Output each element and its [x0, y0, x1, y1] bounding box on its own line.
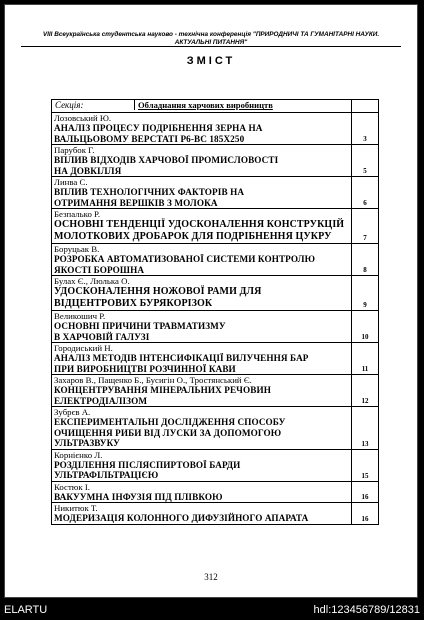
handle-link[interactable]: hdl:123456789/12831	[313, 604, 420, 616]
entry-title-line: МОДЕРИЗАЦІЯ КОЛОННОГО ДИФУЗІЙНОГО АПАРАТА	[54, 513, 309, 523]
entry-page-number: 6	[352, 177, 379, 209]
page-title: ЗМІСТ	[186, 55, 236, 67]
entry-title-line: ЯКОСТІ БОРОШНА	[54, 264, 145, 275]
entry-page-number: 11	[352, 343, 379, 375]
entry-text-cell	[52, 209, 352, 244]
section-value: Обладнання харчових виробництв	[138, 100, 273, 110]
entry-text-cell	[52, 375, 352, 407]
entry-title-line: УЛЬТРАЗВУКУ	[54, 438, 121, 448]
header-rule	[21, 46, 401, 47]
entry-authors: Костюк І.	[54, 481, 90, 492]
toc-entry	[52, 209, 379, 244]
entry-text-cell	[52, 276, 352, 311]
repository-name: ELARTU	[4, 604, 48, 616]
entry-title-line: В ХАРЧОВІЙ ГАЛУЗІ	[54, 331, 150, 342]
entry-title-line: ЕЛЕКТРОДІАЛІЗОМ	[54, 395, 148, 406]
entry-page-number: 16	[352, 503, 379, 525]
entry-title-line: НА ДОВКІЛЛЯ	[54, 165, 122, 176]
entry-title-line: ЕКСПЕРИМЕНТАЛЬНІ ДОСЛІДЖЕННЯ СПОСОБУ	[54, 417, 286, 427]
entry-title-line: ОТРИМАННЯ ВЕРШКІВ З МОЛОКА	[54, 197, 218, 208]
entry-authors: Линва С.	[54, 177, 88, 187]
entry-title-line: КОНЦЕНТРУВАННЯ МІНЕРАЛЬНИХ РЕЧОВИН	[54, 385, 271, 395]
toc-entry	[52, 375, 379, 407]
toc-entry	[52, 407, 379, 450]
entry-title-line: УЛЬТРАФІЛЬТРАЦІЄЮ	[54, 470, 159, 480]
entry-title-line: ВПЛИВ ВІДХОДІВ ХАРЧОВОЇ ПРОМИСЛОВОСТІ	[54, 155, 279, 165]
toc-entry	[52, 343, 379, 375]
entry-title-line: МОЛОТКОВИХ ДРОБАРОК ДЛЯ ПОДРІБНЕННЯ ЦУКРУ	[54, 231, 332, 242]
entry-authors: Великошич Р.	[54, 311, 106, 321]
toc-entry	[52, 244, 379, 276]
entry-authors: Лозовський Ю.	[54, 113, 112, 123]
entry-text-cell	[52, 449, 352, 481]
section-label: Секція:	[52, 100, 135, 110]
section-cell	[52, 100, 352, 113]
page-number: 312	[204, 572, 218, 582]
entry-authors: Захаров В., Пащенко Б., Бусигін О., Тростянський Є.	[54, 375, 252, 385]
entry-title-line: ВАЛЬЦЬОВОМУ ВЕРСТАТІ Р6-ВС 185X250	[54, 133, 245, 144]
entry-text-cell	[52, 145, 352, 177]
entry-page-number: 5	[352, 145, 379, 177]
entry-page-number: 3	[352, 113, 379, 145]
toc-entry	[52, 113, 379, 145]
entry-authors: Никитюк Т.	[54, 503, 98, 513]
entry-text-cell	[52, 311, 352, 343]
document-page	[4, 4, 418, 598]
toc-entry	[52, 311, 379, 343]
entry-page-number: 12	[352, 375, 379, 407]
footer-bar	[0, 600, 424, 620]
entry-text-cell	[52, 177, 352, 209]
entry-title-line: ОСНОВНІ ТЕНДЕНЦІЇ УДОСКОНАЛЕННЯ КОНСТРУКЦІЙ	[54, 219, 345, 230]
entry-page-number: 9	[352, 276, 379, 311]
entry-page-number: 8	[352, 244, 379, 276]
entry-page-number: 10	[352, 311, 379, 343]
entry-page-number: 13	[352, 407, 379, 450]
entry-title-line: РОЗДІЛЕННЯ ПІСЛЯСПИРТОВОЇ БАРДИ	[54, 459, 241, 470]
entry-title-line: ПРИ ВИРОБНИЦТВІ РОЗЧИННОЇ КАВИ	[54, 363, 236, 374]
toc-entry	[52, 177, 379, 209]
section-row	[52, 100, 379, 113]
header-line-1: VIII Всеукраїнська студентська науково - технічна конференція "ПРИРОДНИЧІ ТА ГУМАНІТАРНІ НАУКИ.	[42, 31, 380, 38]
toc-entry	[52, 449, 379, 481]
entry-title-line: ВАКУУМНА ІНФУЗІЯ ПІД ПЛІВКОЮ	[54, 491, 223, 502]
toc-entry	[52, 145, 379, 177]
entry-text-cell	[52, 481, 352, 503]
entry-authors: Булах Є., Люлька О.	[54, 276, 130, 286]
conference-header	[19, 31, 403, 46]
entry-text-cell	[52, 343, 352, 375]
entry-title-line: ВПЛИВ ТЕХНОЛОГІЧНИХ ФАКТОРІВ НА	[54, 187, 245, 197]
entry-authors: Безпалько Р.	[54, 209, 101, 219]
entry-text-cell	[52, 503, 352, 525]
entry-title-line: АНАЛІЗ ПРОЦЕСУ ПОДРІБНЕННЯ ЗЕРНА НА	[54, 123, 263, 133]
toc-entry	[52, 503, 379, 525]
entry-page-number: 16	[352, 481, 379, 503]
entry-authors: Корнієнко Л.	[54, 449, 103, 460]
entry-text-cell	[52, 244, 352, 276]
entry-page-number: 7	[352, 209, 379, 244]
entry-title-line: ОСНОВНІ ПРИЧИНИ ТРАВМАТИЗМУ	[54, 321, 226, 331]
section-page-cell	[352, 100, 379, 113]
entry-title-line: ОЧИЩЕННЯ РИБИ ВІД ЛУСКИ ЗА ДОПОМОГОЮ	[54, 427, 282, 438]
entry-page-number: 15	[352, 449, 379, 481]
entry-title-line: УДОСКОНАЛЕННЯ НОЖОВОЇ РАМИ ДЛЯ	[54, 286, 262, 297]
contents-table	[51, 99, 379, 525]
toc-entry	[52, 481, 379, 503]
entry-text-cell	[52, 407, 352, 450]
entry-title-line: АНАЛІЗ МЕТОДІВ ІНТЕНСИФІКАЦІЇ ВИЛУЧЕННЯ БАР	[54, 353, 309, 363]
entry-title-line: РОЗРОБКА АВТОМАТИЗОВАНОЇ СИСТЕМИ КОНТРОЛЮ	[54, 254, 316, 264]
entry-title-line: ВІДЦЕНТРОВИХ БУРЯКОРІЗОК	[54, 298, 213, 309]
entry-text-cell	[52, 113, 352, 145]
entry-authors: Зубрєв А.	[54, 407, 91, 417]
entry-authors: Городиський Н.	[54, 343, 113, 353]
entry-authors: Боруцьак В.	[54, 244, 100, 254]
header-line-2: АКТУАЛЬНІ ПИТАННЯ"	[174, 38, 248, 46]
entry-authors: Парубок Г.	[54, 145, 95, 155]
toc-entry	[52, 276, 379, 311]
